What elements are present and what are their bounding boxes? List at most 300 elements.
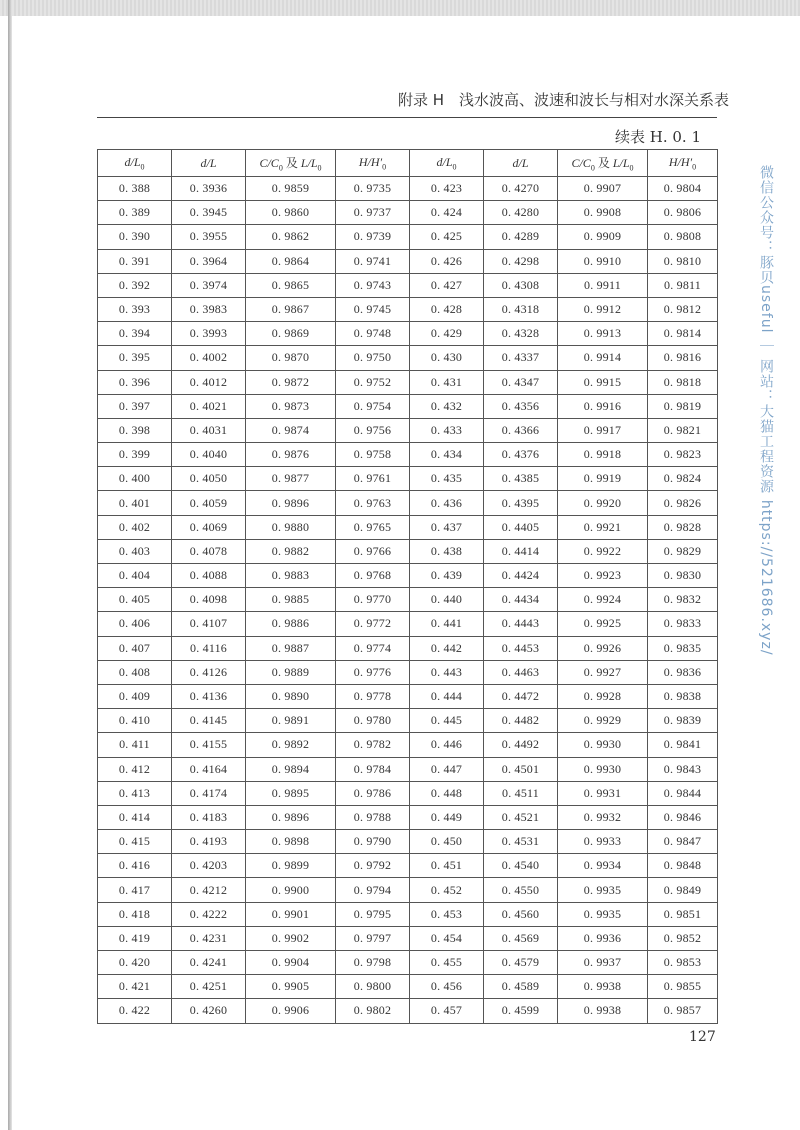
table-cell: 0. 9902 bbox=[246, 926, 336, 950]
table-cell: 0. 405 bbox=[98, 588, 172, 612]
table-cell: 0. 9835 bbox=[648, 636, 718, 660]
table-cell: 0. 4414 bbox=[484, 539, 558, 563]
table-cell: 0. 424 bbox=[410, 201, 484, 225]
table-cell: 0. 9800 bbox=[336, 975, 410, 999]
table-cell: 0. 4183 bbox=[172, 805, 246, 829]
table-cell: 0. 9752 bbox=[336, 370, 410, 394]
table-cell: 0. 4308 bbox=[484, 273, 558, 297]
table-cell: 0. 454 bbox=[410, 926, 484, 950]
table-cell: 0. 9930 bbox=[558, 733, 648, 757]
table-cell: 0. 9839 bbox=[648, 709, 718, 733]
table-cell: 0. 422 bbox=[98, 999, 172, 1023]
table-cell: 0. 9924 bbox=[558, 588, 648, 612]
table-cell: 0. 9905 bbox=[246, 975, 336, 999]
table-cell: 0. 9794 bbox=[336, 878, 410, 902]
table-cell: 0. 9855 bbox=[648, 975, 718, 999]
table-cell: 0. 3983 bbox=[172, 297, 246, 321]
table-cell: 0. 9923 bbox=[558, 564, 648, 588]
table-cell: 0. 4434 bbox=[484, 588, 558, 612]
table-cell: 0. 9811 bbox=[648, 273, 718, 297]
table-row bbox=[98, 854, 718, 878]
table-cell: 0. 9883 bbox=[246, 564, 336, 588]
table-cell: 0. 441 bbox=[410, 612, 484, 636]
table-row bbox=[98, 177, 718, 201]
table-row bbox=[98, 878, 718, 902]
table-cell: 0. 429 bbox=[410, 322, 484, 346]
col-header-d-l0: $d/L_0$ bbox=[410, 150, 484, 177]
table-cell: 0. 4337 bbox=[484, 346, 558, 370]
table-cell: 0. 9936 bbox=[558, 926, 648, 950]
table-cell: 0. 4040 bbox=[172, 443, 246, 467]
table-row bbox=[98, 926, 718, 950]
table-cell: 0. 9931 bbox=[558, 781, 648, 805]
table-cell: 0. 9860 bbox=[246, 201, 336, 225]
table-cell: 0. 9915 bbox=[558, 370, 648, 394]
table-cell: 0. 9914 bbox=[558, 346, 648, 370]
table-cell: 0. 9784 bbox=[336, 757, 410, 781]
table-cell: 0. 9843 bbox=[648, 757, 718, 781]
table-cell: 0. 3964 bbox=[172, 249, 246, 273]
table-cell: 0. 4280 bbox=[484, 201, 558, 225]
table-cell: 0. 399 bbox=[98, 443, 172, 467]
table-cell: 0. 9894 bbox=[246, 757, 336, 781]
table-cell: 0. 4443 bbox=[484, 612, 558, 636]
table-cell: 0. 9907 bbox=[558, 177, 648, 201]
table-cell: 0. 419 bbox=[98, 926, 172, 950]
table-cell: 0. 9795 bbox=[336, 902, 410, 926]
table-cell: 0. 403 bbox=[98, 539, 172, 563]
table-cell: 0. 4059 bbox=[172, 491, 246, 515]
table-cell: 0. 448 bbox=[410, 781, 484, 805]
table-cell: 0. 9819 bbox=[648, 394, 718, 418]
table-cell: 0. 457 bbox=[410, 999, 484, 1023]
table-cell: 0. 450 bbox=[410, 830, 484, 854]
table-cell: 0. 9774 bbox=[336, 636, 410, 660]
table-row bbox=[98, 370, 718, 394]
table-cell: 0. 4482 bbox=[484, 709, 558, 733]
table-cell: 0. 395 bbox=[98, 346, 172, 370]
table-cell: 0. 9802 bbox=[336, 999, 410, 1023]
table-row bbox=[98, 273, 718, 297]
table-row bbox=[98, 830, 718, 854]
table-cell: 0. 9818 bbox=[648, 370, 718, 394]
table-cell: 0. 417 bbox=[98, 878, 172, 902]
table-cell: 0. 9833 bbox=[648, 612, 718, 636]
table-cell: 0. 3936 bbox=[172, 177, 246, 201]
table-cell: 0. 4031 bbox=[172, 418, 246, 442]
watermark-text: 微信公众号：豚贝useful ｜ 网站：大猫工程资源 https://521686.xyz/ bbox=[758, 165, 774, 656]
table-cell: 0. 9933 bbox=[558, 830, 648, 854]
col-header-h-h0: $H/H'_0$ bbox=[336, 150, 410, 177]
table-row bbox=[98, 684, 718, 708]
table-cell: 0. 9906 bbox=[246, 999, 336, 1023]
table-cell: 0. 9911 bbox=[558, 273, 648, 297]
table-cell: 0. 9904 bbox=[246, 951, 336, 975]
table-cell: 0. 4531 bbox=[484, 830, 558, 854]
table-cell: 0. 9776 bbox=[336, 660, 410, 684]
table-cell: 0. 9766 bbox=[336, 539, 410, 563]
table-cell: 0. 9876 bbox=[246, 443, 336, 467]
table-cell: 0. 431 bbox=[410, 370, 484, 394]
table-cell: 0. 4088 bbox=[172, 564, 246, 588]
table-cell: 0. 4453 bbox=[484, 636, 558, 660]
table-row bbox=[98, 418, 718, 442]
table-cell: 0. 4193 bbox=[172, 830, 246, 854]
table-cell: 0. 4241 bbox=[172, 951, 246, 975]
table-cell: 0. 396 bbox=[98, 370, 172, 394]
table-cell: 0. 9836 bbox=[648, 660, 718, 684]
table-cell: 0. 9821 bbox=[648, 418, 718, 442]
table-cell: 0. 393 bbox=[98, 297, 172, 321]
table-cell: 0. 4107 bbox=[172, 612, 246, 636]
table-cell: 0. 9763 bbox=[336, 491, 410, 515]
table-cell: 0. 437 bbox=[410, 515, 484, 539]
header-rule bbox=[97, 117, 717, 118]
table-cell: 0. 9885 bbox=[246, 588, 336, 612]
table-cell: 0. 9816 bbox=[648, 346, 718, 370]
table-cell: 0. 4501 bbox=[484, 757, 558, 781]
table-cell: 0. 9895 bbox=[246, 781, 336, 805]
table-cell: 0. 9768 bbox=[336, 564, 410, 588]
table-cell: 0. 9754 bbox=[336, 394, 410, 418]
table-row bbox=[98, 805, 718, 829]
table-cell: 0. 4560 bbox=[484, 902, 558, 926]
table-cell: 0. 400 bbox=[98, 467, 172, 491]
table-cell: 0. 9896 bbox=[246, 491, 336, 515]
col-header-c-c0: $C/C_0$ 及 $L/L_0$ bbox=[558, 150, 648, 177]
table-row bbox=[98, 249, 718, 273]
table-cell: 0. 9919 bbox=[558, 467, 648, 491]
table-row bbox=[98, 636, 718, 660]
table-cell: 0. 9853 bbox=[648, 951, 718, 975]
table-cell: 0. 4012 bbox=[172, 370, 246, 394]
table-cell: 0. 4116 bbox=[172, 636, 246, 660]
wave-relation-table bbox=[97, 149, 718, 1024]
table-cell: 0. 4212 bbox=[172, 878, 246, 902]
table-row bbox=[98, 491, 718, 515]
table-row bbox=[98, 322, 718, 346]
table-cell: 0. 9869 bbox=[246, 322, 336, 346]
table-cell: 0. 9899 bbox=[246, 854, 336, 878]
table-cell: 0. 9804 bbox=[648, 177, 718, 201]
table-cell: 0. 427 bbox=[410, 273, 484, 297]
table-cell: 0. 9857 bbox=[648, 999, 718, 1023]
table-cell: 0. 9808 bbox=[648, 225, 718, 249]
table-cell: 0. 4492 bbox=[484, 733, 558, 757]
table-cell: 0. 9910 bbox=[558, 249, 648, 273]
table-cell: 0. 9852 bbox=[648, 926, 718, 950]
table-cell: 0. 9826 bbox=[648, 491, 718, 515]
table-cell: 0. 4366 bbox=[484, 418, 558, 442]
table-row bbox=[98, 394, 718, 418]
table-cell: 0. 456 bbox=[410, 975, 484, 999]
table-row bbox=[98, 467, 718, 491]
table-cell: 0. 9770 bbox=[336, 588, 410, 612]
table-cell: 0. 9741 bbox=[336, 249, 410, 273]
table-row bbox=[98, 443, 718, 467]
table-cell: 0. 4270 bbox=[484, 177, 558, 201]
table-cell: 0. 455 bbox=[410, 951, 484, 975]
table-row bbox=[98, 660, 718, 684]
table-cell: 0. 9786 bbox=[336, 781, 410, 805]
table-cell: 0. 9896 bbox=[246, 805, 336, 829]
table-row bbox=[98, 709, 718, 733]
table-cell: 0. 430 bbox=[410, 346, 484, 370]
table-cell: 0. 9913 bbox=[558, 322, 648, 346]
table-cell: 0. 402 bbox=[98, 515, 172, 539]
table-cell: 0. 9880 bbox=[246, 515, 336, 539]
table-cell: 0. 9756 bbox=[336, 418, 410, 442]
table-cell: 0. 4203 bbox=[172, 854, 246, 878]
table-cell: 0. 392 bbox=[98, 273, 172, 297]
table-cell: 0. 434 bbox=[410, 443, 484, 467]
col-header-d-l: d/L bbox=[172, 150, 246, 177]
table-cell: 0. 9778 bbox=[336, 684, 410, 708]
table-cell: 0. 9922 bbox=[558, 539, 648, 563]
col-header-c-c0: $C/C_0$ 及 $L/L_0$ bbox=[246, 150, 336, 177]
table-cell: 0. 4589 bbox=[484, 975, 558, 999]
table-cell: 0. 4251 bbox=[172, 975, 246, 999]
table-cell: 0. 4347 bbox=[484, 370, 558, 394]
table-cell: 0. 447 bbox=[410, 757, 484, 781]
table-cell: 0. 4550 bbox=[484, 878, 558, 902]
page-number: 127 bbox=[689, 1029, 716, 1045]
table-cell: 0. 3993 bbox=[172, 322, 246, 346]
table-cell: 0. 4050 bbox=[172, 467, 246, 491]
table-cell: 0. 9926 bbox=[558, 636, 648, 660]
table-row bbox=[98, 564, 718, 588]
table-cell: 0. 410 bbox=[98, 709, 172, 733]
table-cell: 0. 9832 bbox=[648, 588, 718, 612]
scan-edge bbox=[0, 0, 800, 16]
table-cell: 0. 9927 bbox=[558, 660, 648, 684]
table-cell: 0. 413 bbox=[98, 781, 172, 805]
table-cell: 0. 9925 bbox=[558, 612, 648, 636]
table-cell: 0. 443 bbox=[410, 660, 484, 684]
table-cell: 0. 9797 bbox=[336, 926, 410, 950]
table-cell: 0. 4222 bbox=[172, 902, 246, 926]
table-cell: 0. 9935 bbox=[558, 902, 648, 926]
table-row bbox=[98, 733, 718, 757]
table-row bbox=[98, 902, 718, 926]
table-cell: 0. 9920 bbox=[558, 491, 648, 515]
table-cell: 0. 9810 bbox=[648, 249, 718, 273]
table-cell: 0. 9891 bbox=[246, 709, 336, 733]
table-cell: 0. 391 bbox=[98, 249, 172, 273]
table-cell: 0. 9862 bbox=[246, 225, 336, 249]
table-cell: 0. 9935 bbox=[558, 878, 648, 902]
table-cell: 0. 3955 bbox=[172, 225, 246, 249]
table-cell: 0. 423 bbox=[410, 177, 484, 201]
table-cell: 0. 9829 bbox=[648, 539, 718, 563]
table-row bbox=[98, 297, 718, 321]
table-cell: 0. 9745 bbox=[336, 297, 410, 321]
table-cell: 0. 4021 bbox=[172, 394, 246, 418]
table-cell: 0. 9864 bbox=[246, 249, 336, 273]
table-cell: 0. 433 bbox=[410, 418, 484, 442]
table-cell: 0. 389 bbox=[98, 201, 172, 225]
page-header-title: 附录 H 浅水波高、波速和波长与相对水深关系表 bbox=[398, 91, 730, 109]
table-cell: 0. 9737 bbox=[336, 201, 410, 225]
table-cell: 0. 428 bbox=[410, 297, 484, 321]
table-cell: 0. 4424 bbox=[484, 564, 558, 588]
table-row bbox=[98, 515, 718, 539]
table-cell: 0. 9780 bbox=[336, 709, 410, 733]
table-cell: 0. 388 bbox=[98, 177, 172, 201]
table-cell: 0. 9900 bbox=[246, 878, 336, 902]
table-cell: 0. 4174 bbox=[172, 781, 246, 805]
table-cell: 0. 408 bbox=[98, 660, 172, 684]
table-cell: 0. 451 bbox=[410, 854, 484, 878]
table-cell: 0. 9830 bbox=[648, 564, 718, 588]
table-cell: 0. 390 bbox=[98, 225, 172, 249]
table-row bbox=[98, 999, 718, 1023]
table-cell: 0. 412 bbox=[98, 757, 172, 781]
table-cell: 0. 411 bbox=[98, 733, 172, 757]
table-cell: 0. 4328 bbox=[484, 322, 558, 346]
table-cell: 0. 9874 bbox=[246, 418, 336, 442]
table-cell: 0. 449 bbox=[410, 805, 484, 829]
table-cell: 0. 4078 bbox=[172, 539, 246, 563]
col-header-h-h0: $H/H'_0$ bbox=[648, 150, 718, 177]
table-cell: 0. 401 bbox=[98, 491, 172, 515]
table-cell: 0. 9898 bbox=[246, 830, 336, 854]
table-cell: 0. 4289 bbox=[484, 225, 558, 249]
table-cell: 0. 436 bbox=[410, 491, 484, 515]
table-cell: 0. 9792 bbox=[336, 854, 410, 878]
table-cell: 0. 4136 bbox=[172, 684, 246, 708]
table-cell: 0. 9814 bbox=[648, 322, 718, 346]
table-cell: 0. 9851 bbox=[648, 902, 718, 926]
table-cell: 0. 9824 bbox=[648, 467, 718, 491]
table-cell: 0. 9929 bbox=[558, 709, 648, 733]
table-row bbox=[98, 781, 718, 805]
table-cell: 0. 9838 bbox=[648, 684, 718, 708]
table-cell: 0. 4318 bbox=[484, 297, 558, 321]
table-row bbox=[98, 588, 718, 612]
table-cell: 0. 435 bbox=[410, 467, 484, 491]
table-cell: 0. 9849 bbox=[648, 878, 718, 902]
table-cell: 0. 9848 bbox=[648, 854, 718, 878]
table-cell: 0. 3945 bbox=[172, 201, 246, 225]
table-cell: 0. 9765 bbox=[336, 515, 410, 539]
table-cell: 0. 4145 bbox=[172, 709, 246, 733]
table-cell: 0. 4002 bbox=[172, 346, 246, 370]
table-cell: 0. 9921 bbox=[558, 515, 648, 539]
table-cell: 0. 9892 bbox=[246, 733, 336, 757]
table-cell: 0. 4463 bbox=[484, 660, 558, 684]
table-row bbox=[98, 539, 718, 563]
table-cell: 0. 9790 bbox=[336, 830, 410, 854]
table-cell: 0. 406 bbox=[98, 612, 172, 636]
table-continued-label: 续表 H. 0. 1 bbox=[615, 128, 702, 146]
table-cell: 0. 9788 bbox=[336, 805, 410, 829]
table-cell: 0. 9870 bbox=[246, 346, 336, 370]
table-cell: 0. 9859 bbox=[246, 177, 336, 201]
table-cell: 0. 9877 bbox=[246, 467, 336, 491]
table-cell: 0. 9918 bbox=[558, 443, 648, 467]
table-cell: 0. 9748 bbox=[336, 322, 410, 346]
table-cell: 0. 9909 bbox=[558, 225, 648, 249]
table-cell: 0. 4540 bbox=[484, 854, 558, 878]
table-cell: 0. 9798 bbox=[336, 951, 410, 975]
table-cell: 0. 9916 bbox=[558, 394, 648, 418]
table-cell: 0. 4231 bbox=[172, 926, 246, 950]
table-cell: 0. 418 bbox=[98, 902, 172, 926]
table-cell: 0. 4155 bbox=[172, 733, 246, 757]
table-cell: 0. 9889 bbox=[246, 660, 336, 684]
table-cell: 0. 9743 bbox=[336, 273, 410, 297]
table-cell: 0. 4376 bbox=[484, 443, 558, 467]
table-row bbox=[98, 757, 718, 781]
table-cell: 0. 9782 bbox=[336, 733, 410, 757]
table-cell: 0. 9934 bbox=[558, 854, 648, 878]
table-cell: 0. 9937 bbox=[558, 951, 648, 975]
table-cell: 0. 4579 bbox=[484, 951, 558, 975]
table-cell: 0. 398 bbox=[98, 418, 172, 442]
table-cell: 0. 4126 bbox=[172, 660, 246, 684]
table-cell: 0. 9917 bbox=[558, 418, 648, 442]
table-cell: 0. 414 bbox=[98, 805, 172, 829]
table-cell: 0. 9750 bbox=[336, 346, 410, 370]
page-spine bbox=[8, 0, 12, 1130]
col-header-d-l0: $d/L_0$ bbox=[98, 150, 172, 177]
table-row bbox=[98, 346, 718, 370]
table-cell: 0. 404 bbox=[98, 564, 172, 588]
table-cell: 0. 420 bbox=[98, 951, 172, 975]
table-cell: 0. 9823 bbox=[648, 443, 718, 467]
table-cell: 0. 3974 bbox=[172, 273, 246, 297]
table-cell: 0. 4260 bbox=[172, 999, 246, 1023]
table-cell: 0. 440 bbox=[410, 588, 484, 612]
table-cell: 0. 446 bbox=[410, 733, 484, 757]
table-cell: 0. 445 bbox=[410, 709, 484, 733]
table-cell: 0. 9938 bbox=[558, 999, 648, 1023]
table-cell: 0. 444 bbox=[410, 684, 484, 708]
table-cell: 0. 442 bbox=[410, 636, 484, 660]
table-row bbox=[98, 201, 718, 225]
table-cell: 0. 9932 bbox=[558, 805, 648, 829]
table-cell: 0. 9912 bbox=[558, 297, 648, 321]
table-cell: 0. 9844 bbox=[648, 781, 718, 805]
table-cell: 0. 9873 bbox=[246, 394, 336, 418]
table-cell: 0. 425 bbox=[410, 225, 484, 249]
table-cell: 0. 426 bbox=[410, 249, 484, 273]
table-row bbox=[98, 975, 718, 999]
table-cell: 0. 4521 bbox=[484, 805, 558, 829]
table-cell: 0. 439 bbox=[410, 564, 484, 588]
table-cell: 0. 9928 bbox=[558, 684, 648, 708]
table-cell: 0. 4164 bbox=[172, 757, 246, 781]
table-row bbox=[98, 951, 718, 975]
table-cell: 0. 421 bbox=[98, 975, 172, 999]
table-cell: 0. 9886 bbox=[246, 612, 336, 636]
table-cell: 0. 9806 bbox=[648, 201, 718, 225]
table-cell: 0. 4511 bbox=[484, 781, 558, 805]
table-cell: 0. 4405 bbox=[484, 515, 558, 539]
table-cell: 0. 9938 bbox=[558, 975, 648, 999]
table-cell: 0. 9812 bbox=[648, 297, 718, 321]
table-cell: 0. 409 bbox=[98, 684, 172, 708]
table-cell: 0. 432 bbox=[410, 394, 484, 418]
table-row bbox=[98, 612, 718, 636]
table-header-row bbox=[98, 150, 718, 177]
table-cell: 0. 9867 bbox=[246, 297, 336, 321]
table-cell: 0. 416 bbox=[98, 854, 172, 878]
table-cell: 0. 4395 bbox=[484, 491, 558, 515]
table-cell: 0. 9847 bbox=[648, 830, 718, 854]
table-cell: 0. 9841 bbox=[648, 733, 718, 757]
